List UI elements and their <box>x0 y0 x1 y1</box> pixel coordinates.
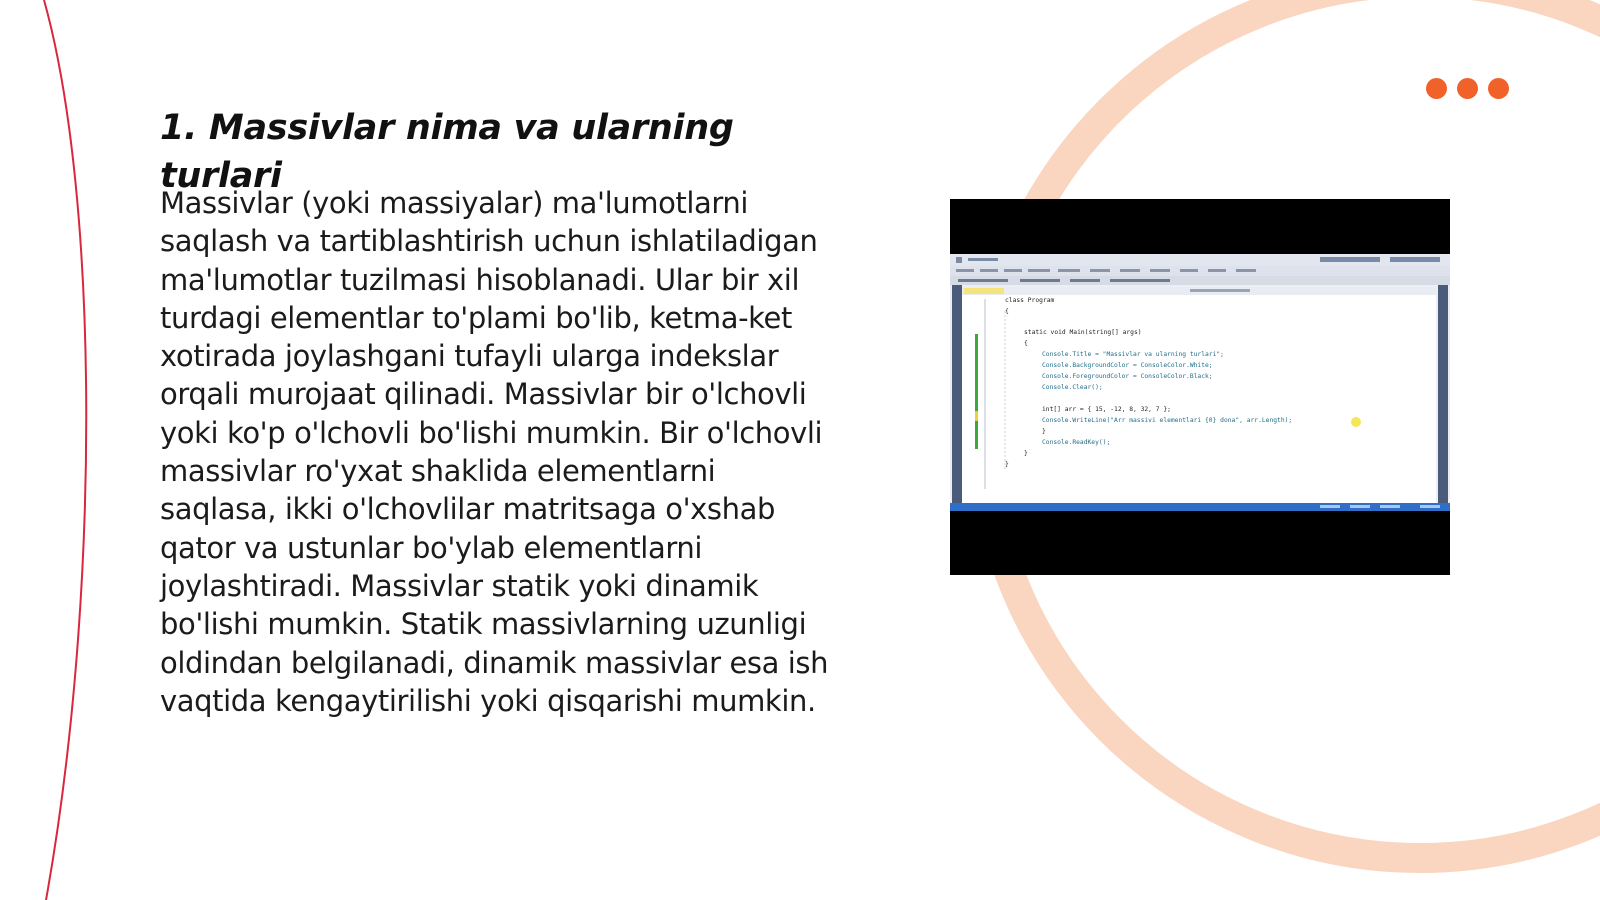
code-line: Console.WriteLine("Arr massivi elementlari {0} dona", arr.Length); <box>1042 417 1293 424</box>
code-line: static void Main(string[] args) <box>1024 329 1142 336</box>
code-line: Console.BackgroundColor = ConsoleColor.White; <box>1042 362 1213 369</box>
ide-window <box>950 199 1450 575</box>
slide-body-text: Massivlar (yoki massiyalar) ma'lumotlarni saqlash va tartiblashtirish uchun ishlatiladigan ma'lumotlar tuzilmasi hisoblanadi. Ular bir xil turdagi elementlar to'plami bo'lib, ketma-ket xotirada joylashgani tufayli ularga indekslar orqali murojaat qilinadi. Massivlar bir o'lchovli yoki ko'p o'lchovli bo'lishi mumkin. Bir o'lchovli massivlar ro'yxat shaklida elementlarni saqlasa, ikki o'lchovlilar matritsaga o'xshab qator va ustunlar bo'ylab elementlarni joylashtiradi. Massivlar statik yoki dinamik bo'lishi mumkin. Statik massivlarning uzunligi oldindan belgilanadi, dinamik massivlar esa ish vaqtida kengaytirilishi yoki qisqarishi mumkin. <box>160 186 829 718</box>
code-line: Console.Title = "Massivlar va ularning turlari"; <box>1042 351 1224 358</box>
code-line: Console.ReadKey(); <box>1042 439 1111 446</box>
code-line: Console.Clear(); <box>1042 384 1103 391</box>
slide-title: 1. Massivlar nima va ularning turlari <box>160 108 734 196</box>
code-line: } <box>1024 450 1028 457</box>
dot-icon <box>1426 78 1447 99</box>
code-line: } <box>1005 461 1009 468</box>
dot-icon <box>1488 78 1509 99</box>
code-line: { <box>1024 340 1028 347</box>
code-line: class Program <box>1005 297 1055 304</box>
code-line: Console.ForegroundColor = ConsoleColor.Black; <box>1042 373 1213 380</box>
code-line: int[] arr = { 15, -12, 8, 32, 7 }; <box>1042 406 1171 413</box>
code-line: { <box>1005 308 1009 315</box>
code-screenshot <box>950 199 1450 575</box>
dot-icon <box>1457 78 1478 99</box>
dots-decoration <box>1426 78 1516 102</box>
cursor-highlight-icon <box>1351 417 1361 427</box>
code-line: } <box>1042 428 1046 435</box>
